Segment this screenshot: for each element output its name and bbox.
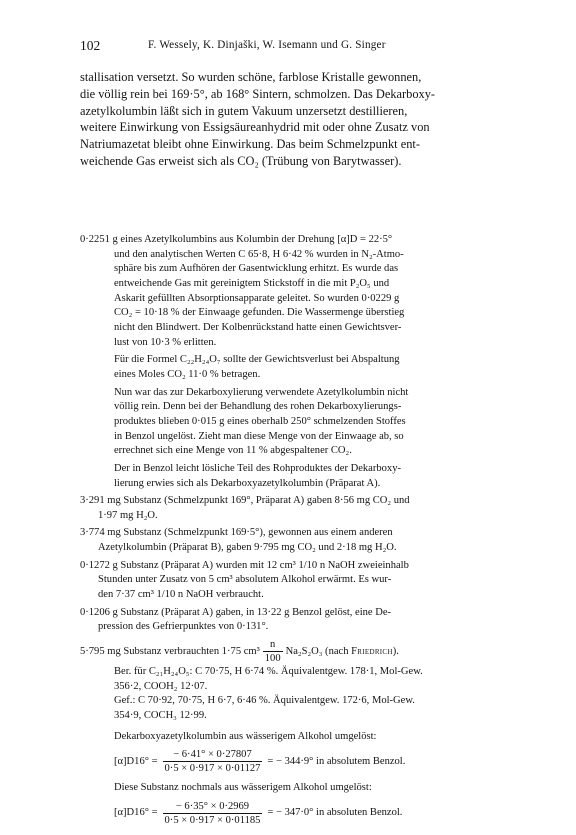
rotation-formula-1 <box>80 748 522 775</box>
text-line: weitere Einwirkung von Essigsäureanhydrid mit oder ohne Zusatz von <box>80 120 430 135</box>
running-header <box>80 38 516 54</box>
text-line: Azetylkolumbin (Präparat B), gaben 9·795 mg CO₂ und 2·18 mg H₂O. <box>98 542 397 554</box>
text-line: Nun war das zur Dekarboxylierung verwendete Azetylkolumbin nicht <box>114 386 409 398</box>
text-line: 354·9, COCH₃ 12·99. <box>114 710 207 722</box>
text-line: 0·1206 g Substanz (Präparat A) gaben, in 13·22 g Benzol gelöst, eine De- <box>80 606 392 618</box>
saponification <box>80 559 522 603</box>
running-title: F. Wessely, K. Dinjaški, W. Isemann und G. Singer <box>148 39 386 51</box>
text-line: 1·97 mg H₂O. <box>98 509 158 521</box>
intro-paragraph <box>80 69 522 170</box>
text-line: entweichende Gas mit gereinigtem Stickstoff in die mit P₂O₅ und <box>114 277 390 289</box>
calculated-found <box>80 665 522 724</box>
text-line: lust von 10·3 % erlitten. <box>114 336 217 348</box>
decarboxylation-experiment <box>80 233 522 350</box>
fraction-denominator: 100 <box>264 653 281 665</box>
text-line: Askarit gefüllten Absorptionsapparate geleitet. So wurden 0·0229 g <box>114 292 400 304</box>
analysis-b <box>80 526 522 555</box>
text-line: sphäre bis zum Aufhören der Gasentwicklung erhitzt. Es wurde das <box>114 263 399 275</box>
benzol-note <box>80 462 522 491</box>
rotation-result: = − 344·9° in absolutem Benzol. <box>267 755 406 767</box>
text-line: lierung erwies sich als Dekarboxyazetylkolumbin (Präparat A). <box>114 477 381 489</box>
analysis-a <box>80 494 522 523</box>
purity-note <box>80 386 522 459</box>
text-line: 0·2251 g eines Azetylkolumbins aus Kolumbin der Drehung [α]D = 22·5° <box>80 234 393 245</box>
text-line: Gef.: C 70·92, 70·75, H 6·7, 6·46 %. Äquivalentgew. 172·6, Mol-Gew. <box>114 695 415 707</box>
titration-lead: 5·795 mg Substanz verbrauchten 1·75 cm³ <box>80 645 260 657</box>
text-line: produktes blieben 0·015 g eines oberhalb 250° schmelzenden Stoffes <box>114 415 406 427</box>
text-line: und den analytischen Werten C 65·8, H 6·42 % wurden in N₂-Atmo- <box>114 248 404 260</box>
titration-close: ). <box>392 645 399 657</box>
fraction-numerator: − 6·35° × 0·2969 <box>163 800 263 814</box>
text-line: Der in Benzol leicht lösliche Teil des Rohproduktes der Dekarboxy- <box>114 462 401 474</box>
rotation-caption-2: Diese Substanz nochmals aus wässerigem Alkohol umgelöst: <box>114 782 372 794</box>
text-line: 356·2, COOH₂ 12·07. <box>114 680 208 692</box>
text-line: 3·774 mg Substanz (Schmelzpunkt 169·5°), gewonnen aus einem anderen <box>80 527 393 539</box>
text-line: azetylkolumbin läßt sich in gutem Vakuum unzersetzt destillieren, <box>80 103 408 118</box>
author-reference: Friedrich <box>351 645 393 657</box>
text-line: 0·1272 g Substanz (Präparat A) wurden mit 12 cm³ 1/10 n NaOH zweieinhalb <box>80 559 409 571</box>
text-line: eines Moles CO₂ 11·0 % betragen. <box>114 368 261 380</box>
normality-fraction <box>263 638 283 665</box>
fraction-denominator: 0·5 × 0·917 × 0·01185 <box>164 815 261 826</box>
rotation-fraction <box>163 800 263 827</box>
titration-tail: Na₂S₂O₃ (nach <box>285 645 349 657</box>
rotation-formula-2 <box>80 800 522 827</box>
text-line: nicht den Blindwert. Der Kolbenrückstand hatte einen Gewichtsver- <box>114 321 402 333</box>
titration-line <box>80 638 522 665</box>
experimental-section <box>80 233 522 827</box>
cryoscopy <box>80 606 522 635</box>
text-line: stallisation versetzt. So wurden schöne, farblose Kristalle gewonnen, <box>80 70 422 84</box>
text-line: Ber. für C₂₁H₂₄O₅: C 70·75, H 6·74 %. Äquivalentgew. 178·1, Mol-Gew. <box>114 666 423 678</box>
text-line: 3·291 mg Substanz (Schmelzpunkt 169°, Präparat A) gaben 8·56 mg CO₂ und <box>80 495 410 507</box>
fraction-numerator: − 6·41° × 0·27807 <box>163 748 263 762</box>
formula-note <box>80 353 522 382</box>
rotation-result: = − 347·0° in absoluten Benzol. <box>267 807 403 819</box>
rotation-symbol: [α]D16° = <box>114 807 158 819</box>
fraction-denominator: 0·5 × 0·917 × 0·01127 <box>164 763 261 775</box>
text-line: errechnet sich eine Menge von 11 % abgespaltener CO₂. <box>114 445 352 457</box>
text-line: weichende Gas erweist sich als CO₂ (Trübung von Barytwasser). <box>80 153 402 168</box>
text-line: völlig rein. Denn bei der Behandlung des rohen Dekarboxylierungs- <box>114 401 402 413</box>
fraction-numerator: n <box>263 638 283 652</box>
text-line: den 7·37 cm³ 1/10 n NaOH verbraucht. <box>98 589 264 601</box>
page-number: 102 <box>80 38 101 53</box>
text-line: Natriumazetat bleibt ohne Einwirkung. Das beim Schmelzpunkt ent- <box>80 137 420 152</box>
text-line: pression des Gefrierpunktes von 0·131°. <box>98 621 269 633</box>
text-line: in Benzol ungelöst. Zieht man diese Menge von der Einwaage ab, so <box>114 430 404 442</box>
text-line: CO₂ = 10·18 % der Einwaage gefunden. Die Wassermenge überstieg <box>114 307 405 319</box>
rotation-symbol: [α]D16° = <box>114 755 158 767</box>
text-line: Stunden unter Zusatz von 5 cm³ absolutem Alkohol erwärmt. Es wur- <box>98 574 392 586</box>
text-line: Für die Formel C₂₂H₂₄O₇ sollte der Gewichtsverlust bei Abspaltung <box>114 354 400 366</box>
rotation-fraction <box>163 748 263 775</box>
text-line: die völlig rein bei 169·5°, ab 168° Sintern, schmolzen. Das Dekarboxy- <box>80 86 436 101</box>
rotation-caption-1: Dekarboxyazetylkolumbin aus wässerigem Alkohol umgelöst: <box>114 730 377 742</box>
